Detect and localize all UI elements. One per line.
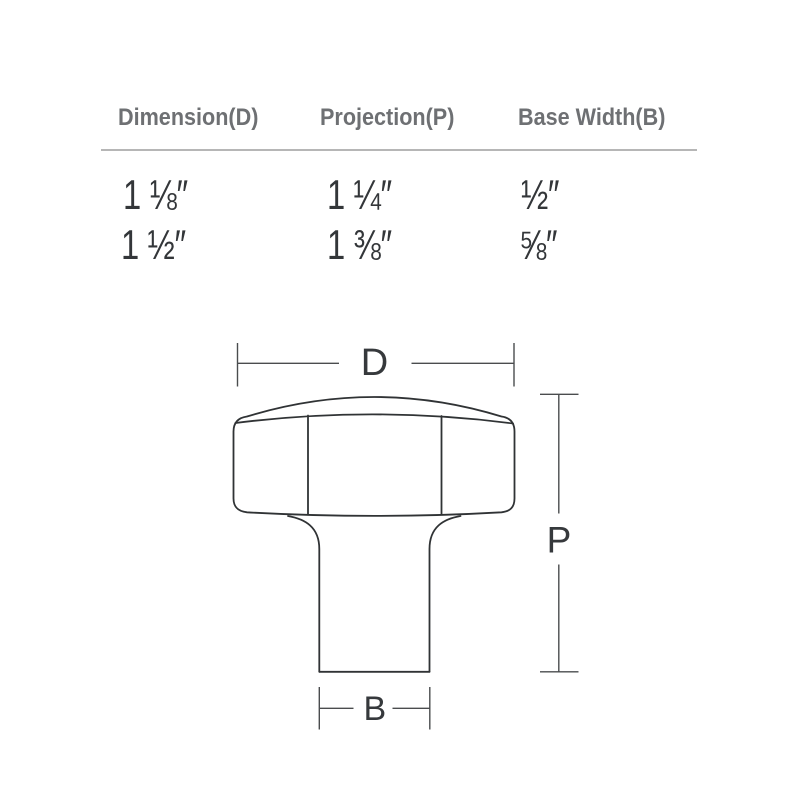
column-header-dimension: Dimension(D) [118,104,259,131]
knob-neck-left [288,516,319,672]
table-row: 1 ½″ [121,221,186,268]
knob-head [234,397,515,516]
column-header-base-width: Base Width(B) [518,104,666,131]
knob-neck-right [430,516,461,672]
table-row: 1 ⅛″ [123,171,188,218]
table-row: 1 ⅜″ [327,221,392,268]
knob-chamfer-edge [236,414,514,423]
knob-base [288,516,461,672]
dimension-label-p: P [546,519,572,561]
table-row: 1 ¼″ [327,171,392,218]
dimension-label-b: B [363,690,387,728]
dimension-label-d: D [360,342,389,384]
table-row: ⅝″ [519,221,558,268]
column-header-projection: Projection(P) [320,104,455,131]
table-row: ½″ [521,171,560,218]
